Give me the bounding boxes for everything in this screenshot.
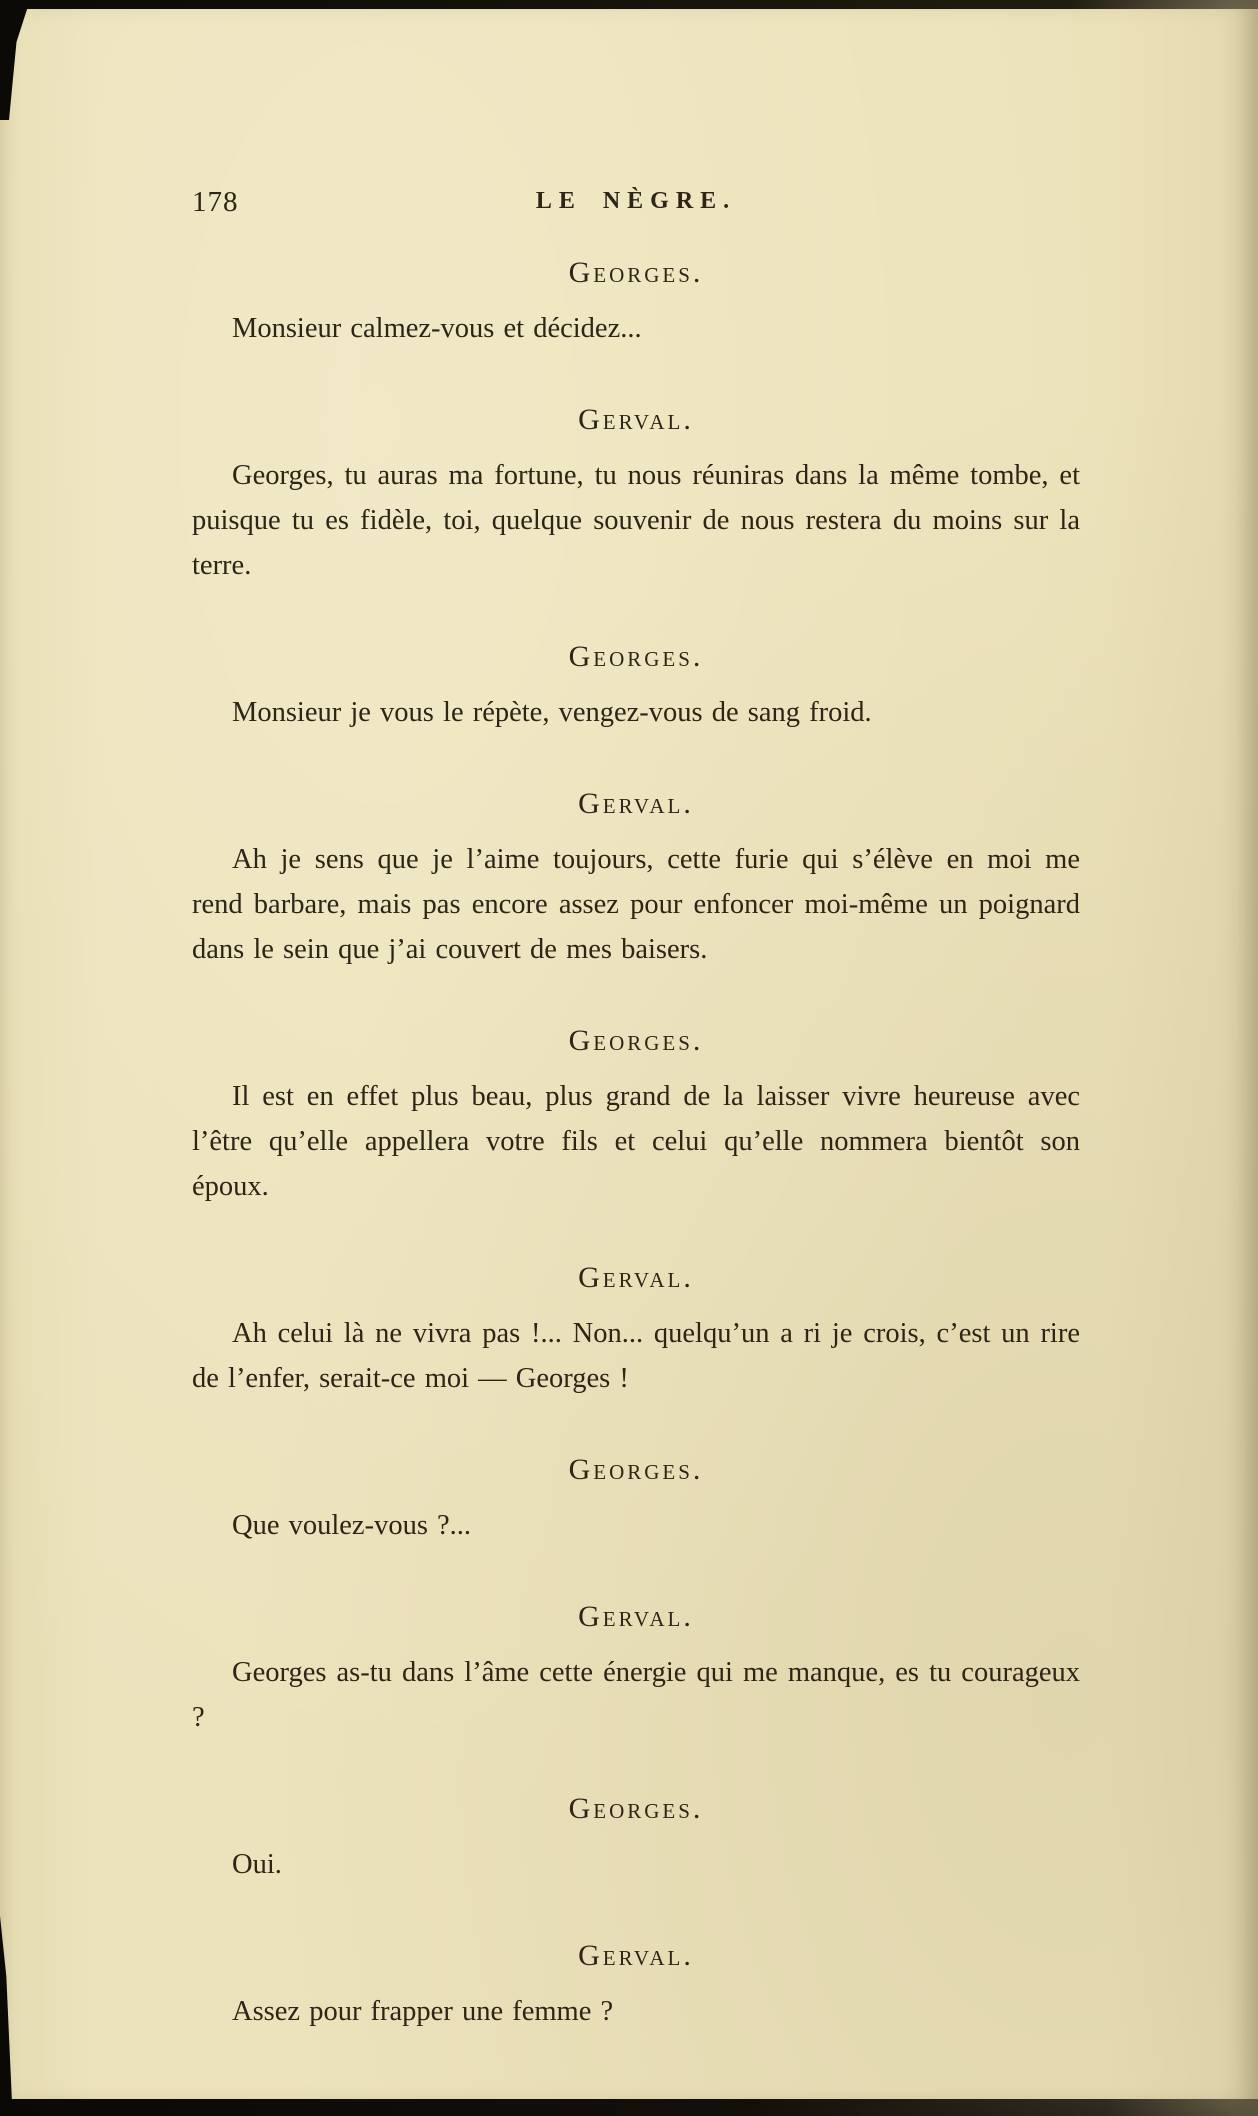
speaker-heading: Georges.	[568, 256, 704, 289]
dialogue-paragraph: Il est en effet plus beau, plus grand de la laisser vivre heureuse avec l’être qu’elle appellera votre fils et celui qu’elle nommera bientôt son époux.	[192, 1081, 1080, 1202]
dialogue-paragraph: Georges, tu auras ma fortune, tu nous réuniras dans la même tombe, et puisque tu es fidèle, toi, quelque souvenir de nous restera du moins sur la terre.	[192, 460, 1080, 581]
running-head	[192, 0, 1080, 230]
dialogue-paragraph: Assez pour frapper une femme ?	[232, 1996, 614, 2027]
dialogue-paragraph: Monsieur je vous le répète, vengez-vous de sang froid.	[232, 697, 872, 728]
dialogue-paragraph: Ah je sens que je l’aime toujours, cette furie qui s’élève en moi me rend barbare, mais pas encore assez pour enfoncer moi-même un poignard dans le sein que j’ai couvert de mes baisers.	[192, 844, 1080, 965]
speaker-heading: Gerval.	[578, 403, 694, 436]
speaker-heading: Gerval.	[578, 1939, 694, 1972]
dialogue-paragraph: Georges as-tu dans l’âme cette énergie qui me manque, es tu courageux ?	[192, 1657, 1080, 1733]
speaker-heading: Georges.	[568, 1453, 704, 1486]
speaker-heading: Gerval.	[578, 787, 694, 820]
scan-edge-bottom	[0, 2099, 1258, 2116]
dialogue-paragraph: Oui.	[232, 1849, 282, 1880]
header-title: LE NÈGRE.	[535, 188, 737, 214]
speaker-heading: Georges.	[568, 1024, 704, 1057]
dialogue-paragraph: Que voulez-vous ?...	[232, 1510, 472, 1541]
dialogue-paragraph: Ah celui là ne vivra pas !... Non... quelqu’un a ri je crois, c’est un rire de l’enfer, serait-ce moi — Georges !	[192, 1318, 1080, 1394]
speaker-heading: Georges.	[568, 640, 704, 673]
page-number: 178	[192, 186, 239, 218]
speaker-heading: Georges.	[568, 1792, 704, 1825]
speaker-heading: Gerval.	[578, 1261, 694, 1294]
speaker-heading: Gerval.	[578, 1600, 694, 1633]
dialogue-paragraph: Monsieur calmez-vous et décidez...	[232, 313, 642, 344]
